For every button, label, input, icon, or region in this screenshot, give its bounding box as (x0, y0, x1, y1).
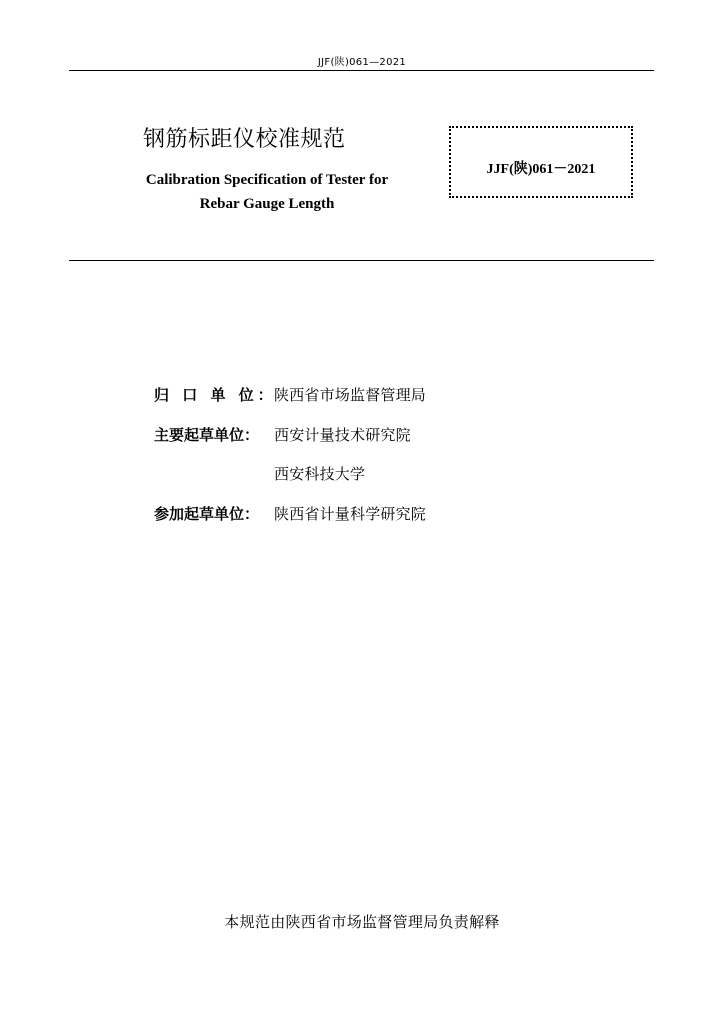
code-box-text: JJF(陕)061－2021 (486, 162, 596, 177)
header-rule (69, 70, 654, 71)
organizations-block (154, 384, 426, 542)
org-row-responsible (154, 384, 426, 424)
org-value-participating: 陕西省计量科学研究院 (274, 504, 427, 523)
org-row-participating (154, 503, 426, 543)
org-label-main-drafting: 主要起草单位： (154, 425, 260, 444)
org-value-main-drafting-1: 西安计量技术研究院 (274, 425, 411, 444)
org-row-main-drafting (154, 424, 426, 464)
title-english-line1: Calibration Specification of Tester for (145, 172, 389, 188)
title-english (110, 168, 424, 216)
title-rule (69, 260, 654, 261)
title-chinese: 钢筋标距仪校准规范 (143, 127, 346, 152)
footer-note: 本规范由陕西省市场监督管理局负责解释 (224, 913, 500, 931)
header-code: JJF(陕)061—2021 (317, 57, 407, 68)
org-value-responsible: 陕西省市场监督管理局 (274, 386, 427, 404)
org-label-responsible: 归 口 单 位： (154, 386, 277, 404)
org-value-main-drafting-2: 西安科技大学 (274, 465, 366, 483)
org-row-main-drafting-2 (154, 463, 426, 503)
org-label-participating: 参加起草单位： (154, 504, 260, 523)
title-english-line2: Rebar Gauge Length (199, 196, 335, 212)
